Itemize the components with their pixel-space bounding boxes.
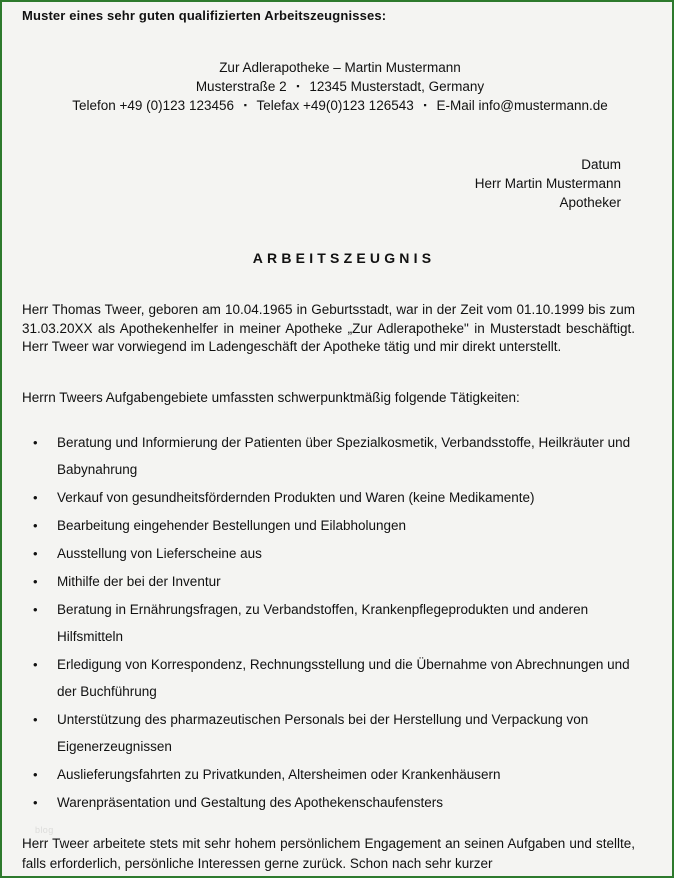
task-list bbox=[22, 429, 658, 816]
list-item bbox=[22, 429, 658, 483]
letterhead-address-line bbox=[22, 77, 658, 96]
bullet-icon: • bbox=[33, 657, 38, 672]
list-item bbox=[22, 568, 658, 595]
letterhead bbox=[22, 58, 658, 115]
list-item-label: Warenpräsentation und Gestaltung des Apothekenschaufensters bbox=[57, 795, 444, 810]
signatory-role: Apotheker bbox=[559, 195, 621, 210]
letterhead-company: Zur Adlerapotheke – Martin Mustermann bbox=[219, 60, 461, 75]
tasks-intro-paragraph: Herrn Tweers Aufgabengebiete umfassten schwerpunktmäßig folgende Tätigkeiten: bbox=[22, 389, 520, 405]
document-heading: ARBEITSZEUGNIS bbox=[252, 250, 436, 266]
letterhead-phone: Telefon +49 (0)123 123456 bbox=[72, 98, 234, 113]
list-item bbox=[22, 651, 658, 705]
bullet-icon: • bbox=[33, 490, 38, 505]
list-item-label: Beratung in Ernährungsfragen, zu Verbandstoffen, Krankenpflegeprodukten und anderen Hilfsmitteln bbox=[57, 602, 589, 644]
separator-icon: ▪ bbox=[243, 100, 247, 110]
page-title: Muster eines sehr guten qualifizierten Arbeitszeugnisses: bbox=[22, 8, 387, 23]
letterhead-street: Musterstraße 2 bbox=[195, 79, 287, 94]
list-item bbox=[22, 596, 658, 650]
letterhead-city: 12345 Musterstadt, Germany bbox=[309, 79, 485, 94]
list-item bbox=[22, 706, 658, 760]
list-item-label: Beratung und Informierung der Patienten über Spezialkosmetik, Verbandsstoffe, Heilkräuter und Babynahrung bbox=[57, 435, 631, 477]
closing-paragraph: Herr Tweer arbeitete stets mit sehr hohem persönlichem Engagement an seinen Aufgaben und stellte, falls erforderlich, persönliche Interessen gerne zurück. Schon nach sehr kurzer bbox=[22, 836, 635, 871]
list-item-label: Auslieferungsfahrten zu Privatkunden, Altersheimen oder Krankenhäusern bbox=[57, 767, 501, 782]
list-item-label: Bearbeitung eingehender Bestellungen und Eilabholungen bbox=[57, 518, 407, 533]
bullet-icon: • bbox=[33, 518, 38, 533]
bullet-icon: • bbox=[33, 574, 38, 589]
bullet-icon: • bbox=[33, 712, 38, 727]
bullet-icon: • bbox=[33, 546, 38, 561]
signatory-name: Herr Martin Mustermann bbox=[474, 176, 621, 191]
list-item-label: Verkauf von gesundheitsfördernden Produkten und Waren (keine Medikamente) bbox=[57, 490, 535, 505]
list-item bbox=[22, 761, 658, 788]
separator-icon: ▪ bbox=[423, 100, 427, 110]
intro-paragraph: Herr Thomas Tweer, geboren am 10.04.1965 in Geburtsstadt, war in der Zeit vom 01.10.1999 bis zum 31.03.20XX als Apothekenhelfer in meiner Apotheke „Zur Adlerapotheke" in Musterstadt beschäftigt. Herr Tweer war vorwiegend im Ladengeschäft der Apotheke tätig und mir direkt unterstellt. bbox=[22, 302, 635, 354]
list-item bbox=[22, 789, 658, 816]
list-item-label: Mithilfe der bei der Inventur bbox=[57, 574, 221, 589]
separator-icon: ▪ bbox=[296, 81, 300, 91]
list-item-label: Unterstützung des pharmazeutischen Personals bei der Herstellung und Verpackung von Eigenerzeugnissen bbox=[57, 712, 589, 754]
document-body bbox=[2, 2, 672, 876]
bullet-icon: • bbox=[33, 767, 38, 782]
bullet-icon: • bbox=[33, 602, 38, 617]
date-label: Datum bbox=[581, 157, 621, 172]
list-item bbox=[22, 484, 658, 511]
list-item-label: Ausstellung von Lieferscheine aus bbox=[57, 546, 262, 561]
bullet-icon: • bbox=[33, 435, 38, 450]
list-item bbox=[22, 540, 658, 567]
bullet-icon: • bbox=[33, 795, 38, 810]
date-block bbox=[22, 155, 621, 212]
blog-watermark: blog bbox=[35, 825, 54, 835]
letterhead-email: E-Mail info@mustermann.de bbox=[436, 98, 608, 113]
letterhead-contact-line bbox=[22, 96, 658, 115]
list-item-label: Erledigung von Korrespondenz, Rechnungsstellung und die Übernahme von Abrechnungen und der Buchführung bbox=[57, 657, 630, 699]
list-item bbox=[22, 512, 658, 539]
letterhead-fax: Telefax +49(0)123 126543 bbox=[256, 98, 414, 113]
